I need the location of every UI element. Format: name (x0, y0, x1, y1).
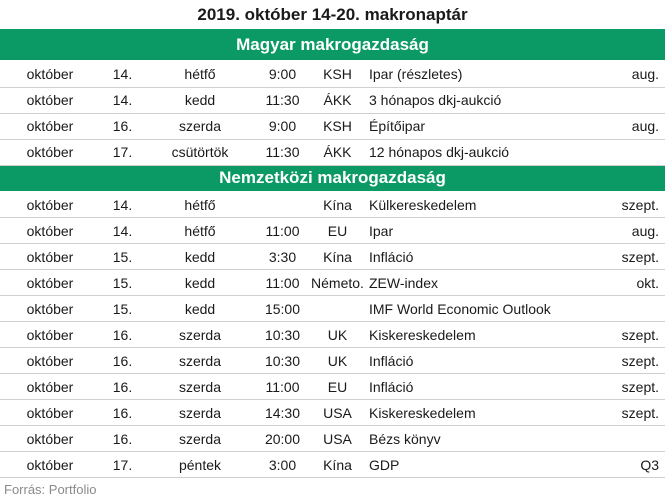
time-cell: 3:00 (255, 452, 310, 478)
time-cell: 11:00 (255, 218, 310, 244)
source-cell: USA (310, 400, 365, 426)
period-cell: szept. (565, 374, 665, 400)
period-cell: aug. (565, 218, 665, 244)
event-cell: Infláció (365, 244, 565, 270)
section-header (0, 29, 665, 61)
time-cell: 10:30 (255, 322, 310, 348)
month-cell: október (0, 192, 100, 218)
time-cell: 11:00 (255, 374, 310, 400)
table-row (0, 244, 665, 270)
period-cell: okt. (565, 270, 665, 296)
weekday-cell: hétfő (145, 61, 255, 87)
source-cell: Kína (310, 192, 365, 218)
weekday-cell: kedd (145, 244, 255, 270)
time-cell: 11:00 (255, 270, 310, 296)
event-cell: 12 hónapos dkj-aukció (365, 139, 565, 165)
period-cell: aug. (565, 113, 665, 139)
weekday-cell: kedd (145, 270, 255, 296)
time-cell: 15:00 (255, 296, 310, 322)
day-cell: 16. (100, 348, 145, 374)
source-cell: KSH (310, 61, 365, 87)
table-row (0, 400, 665, 426)
table-row (0, 452, 665, 478)
period-cell: Q3 (565, 452, 665, 478)
period-cell: szept. (565, 244, 665, 270)
calendar-table (0, 29, 665, 478)
table-row (0, 348, 665, 374)
weekday-cell: kedd (145, 296, 255, 322)
source-cell: KSH (310, 113, 365, 139)
day-cell: 16. (100, 322, 145, 348)
time-cell: 3:30 (255, 244, 310, 270)
source-cell: EU (310, 218, 365, 244)
table-row (0, 113, 665, 139)
period-cell: szept. (565, 322, 665, 348)
month-cell: október (0, 87, 100, 113)
section-heading: Nemzetközi makrogazdaság (0, 165, 665, 192)
weekday-cell: csütörtök (145, 139, 255, 165)
event-cell: Infláció (365, 374, 565, 400)
day-cell: 15. (100, 244, 145, 270)
source-cell: USA (310, 426, 365, 452)
month-cell: október (0, 139, 100, 165)
weekday-cell: szerda (145, 426, 255, 452)
source-cell: UK (310, 322, 365, 348)
day-cell: 17. (100, 452, 145, 478)
weekday-cell: szerda (145, 113, 255, 139)
event-cell: Kiskereskedelem (365, 400, 565, 426)
source-cell: Németo. (310, 270, 365, 296)
source-note: Forrás: Portfolio (4, 482, 97, 497)
time-cell (255, 192, 310, 218)
day-cell: 17. (100, 139, 145, 165)
month-cell: október (0, 400, 100, 426)
section-heading: Magyar makrogazdaság (0, 29, 665, 61)
table-row (0, 139, 665, 165)
day-cell: 14. (100, 218, 145, 244)
day-cell: 14. (100, 87, 145, 113)
event-cell: Kiskereskedelem (365, 322, 565, 348)
month-cell: október (0, 113, 100, 139)
day-cell: 14. (100, 61, 145, 87)
table-row (0, 270, 665, 296)
day-cell: 16. (100, 374, 145, 400)
weekday-cell: szerda (145, 322, 255, 348)
event-cell: Bézs könyv (365, 426, 565, 452)
month-cell: október (0, 348, 100, 374)
table-row (0, 322, 665, 348)
period-cell (565, 296, 665, 322)
month-cell: október (0, 296, 100, 322)
source-cell (310, 296, 365, 322)
source-cell: EU (310, 374, 365, 400)
time-cell: 10:30 (255, 348, 310, 374)
weekday-cell: szerda (145, 400, 255, 426)
day-cell: 14. (100, 192, 145, 218)
time-cell: 14:30 (255, 400, 310, 426)
event-cell: GDP (365, 452, 565, 478)
source-cell: Kína (310, 244, 365, 270)
table-row (0, 374, 665, 400)
table-row (0, 61, 665, 87)
page-title: 2019. október 14-20. makronaptár (197, 5, 468, 24)
weekday-cell: kedd (145, 87, 255, 113)
time-cell: 11:30 (255, 139, 310, 165)
period-cell: szept. (565, 348, 665, 374)
section-header (0, 165, 665, 192)
time-cell: 11:30 (255, 87, 310, 113)
source-cell: ÁKK (310, 139, 365, 165)
month-cell: október (0, 218, 100, 244)
table-row (0, 296, 665, 322)
period-cell (565, 426, 665, 452)
period-cell (565, 87, 665, 113)
day-cell: 15. (100, 270, 145, 296)
month-cell: október (0, 270, 100, 296)
event-cell: Külkereskedelem (365, 192, 565, 218)
day-cell: 16. (100, 400, 145, 426)
table-row (0, 192, 665, 218)
source-cell: ÁKK (310, 87, 365, 113)
period-cell (565, 139, 665, 165)
time-cell: 9:00 (255, 113, 310, 139)
event-cell: Ipar (részletes) (365, 61, 565, 87)
table-row (0, 218, 665, 244)
month-cell: október (0, 61, 100, 87)
day-cell: 16. (100, 113, 145, 139)
period-cell: szept. (565, 400, 665, 426)
day-cell: 15. (100, 296, 145, 322)
weekday-cell: hétfő (145, 192, 255, 218)
source-cell: Kína (310, 452, 365, 478)
event-cell: 3 hónapos dkj-aukció (365, 87, 565, 113)
event-cell: Infláció (365, 348, 565, 374)
month-cell: október (0, 452, 100, 478)
event-cell: IMF World Economic Outlook (365, 296, 565, 322)
source-cell: UK (310, 348, 365, 374)
weekday-cell: szerda (145, 348, 255, 374)
weekday-cell: péntek (145, 452, 255, 478)
period-cell: aug. (565, 61, 665, 87)
weekday-cell: hétfő (145, 218, 255, 244)
time-cell: 20:00 (255, 426, 310, 452)
table-row (0, 87, 665, 113)
table-row (0, 426, 665, 452)
day-cell: 16. (100, 426, 145, 452)
event-cell: Ipar (365, 218, 565, 244)
period-cell: szept. (565, 192, 665, 218)
month-cell: október (0, 322, 100, 348)
event-cell: ZEW-index (365, 270, 565, 296)
weekday-cell: szerda (145, 374, 255, 400)
month-cell: október (0, 426, 100, 452)
time-cell: 9:00 (255, 61, 310, 87)
month-cell: október (0, 374, 100, 400)
event-cell: Építőipar (365, 113, 565, 139)
month-cell: október (0, 244, 100, 270)
